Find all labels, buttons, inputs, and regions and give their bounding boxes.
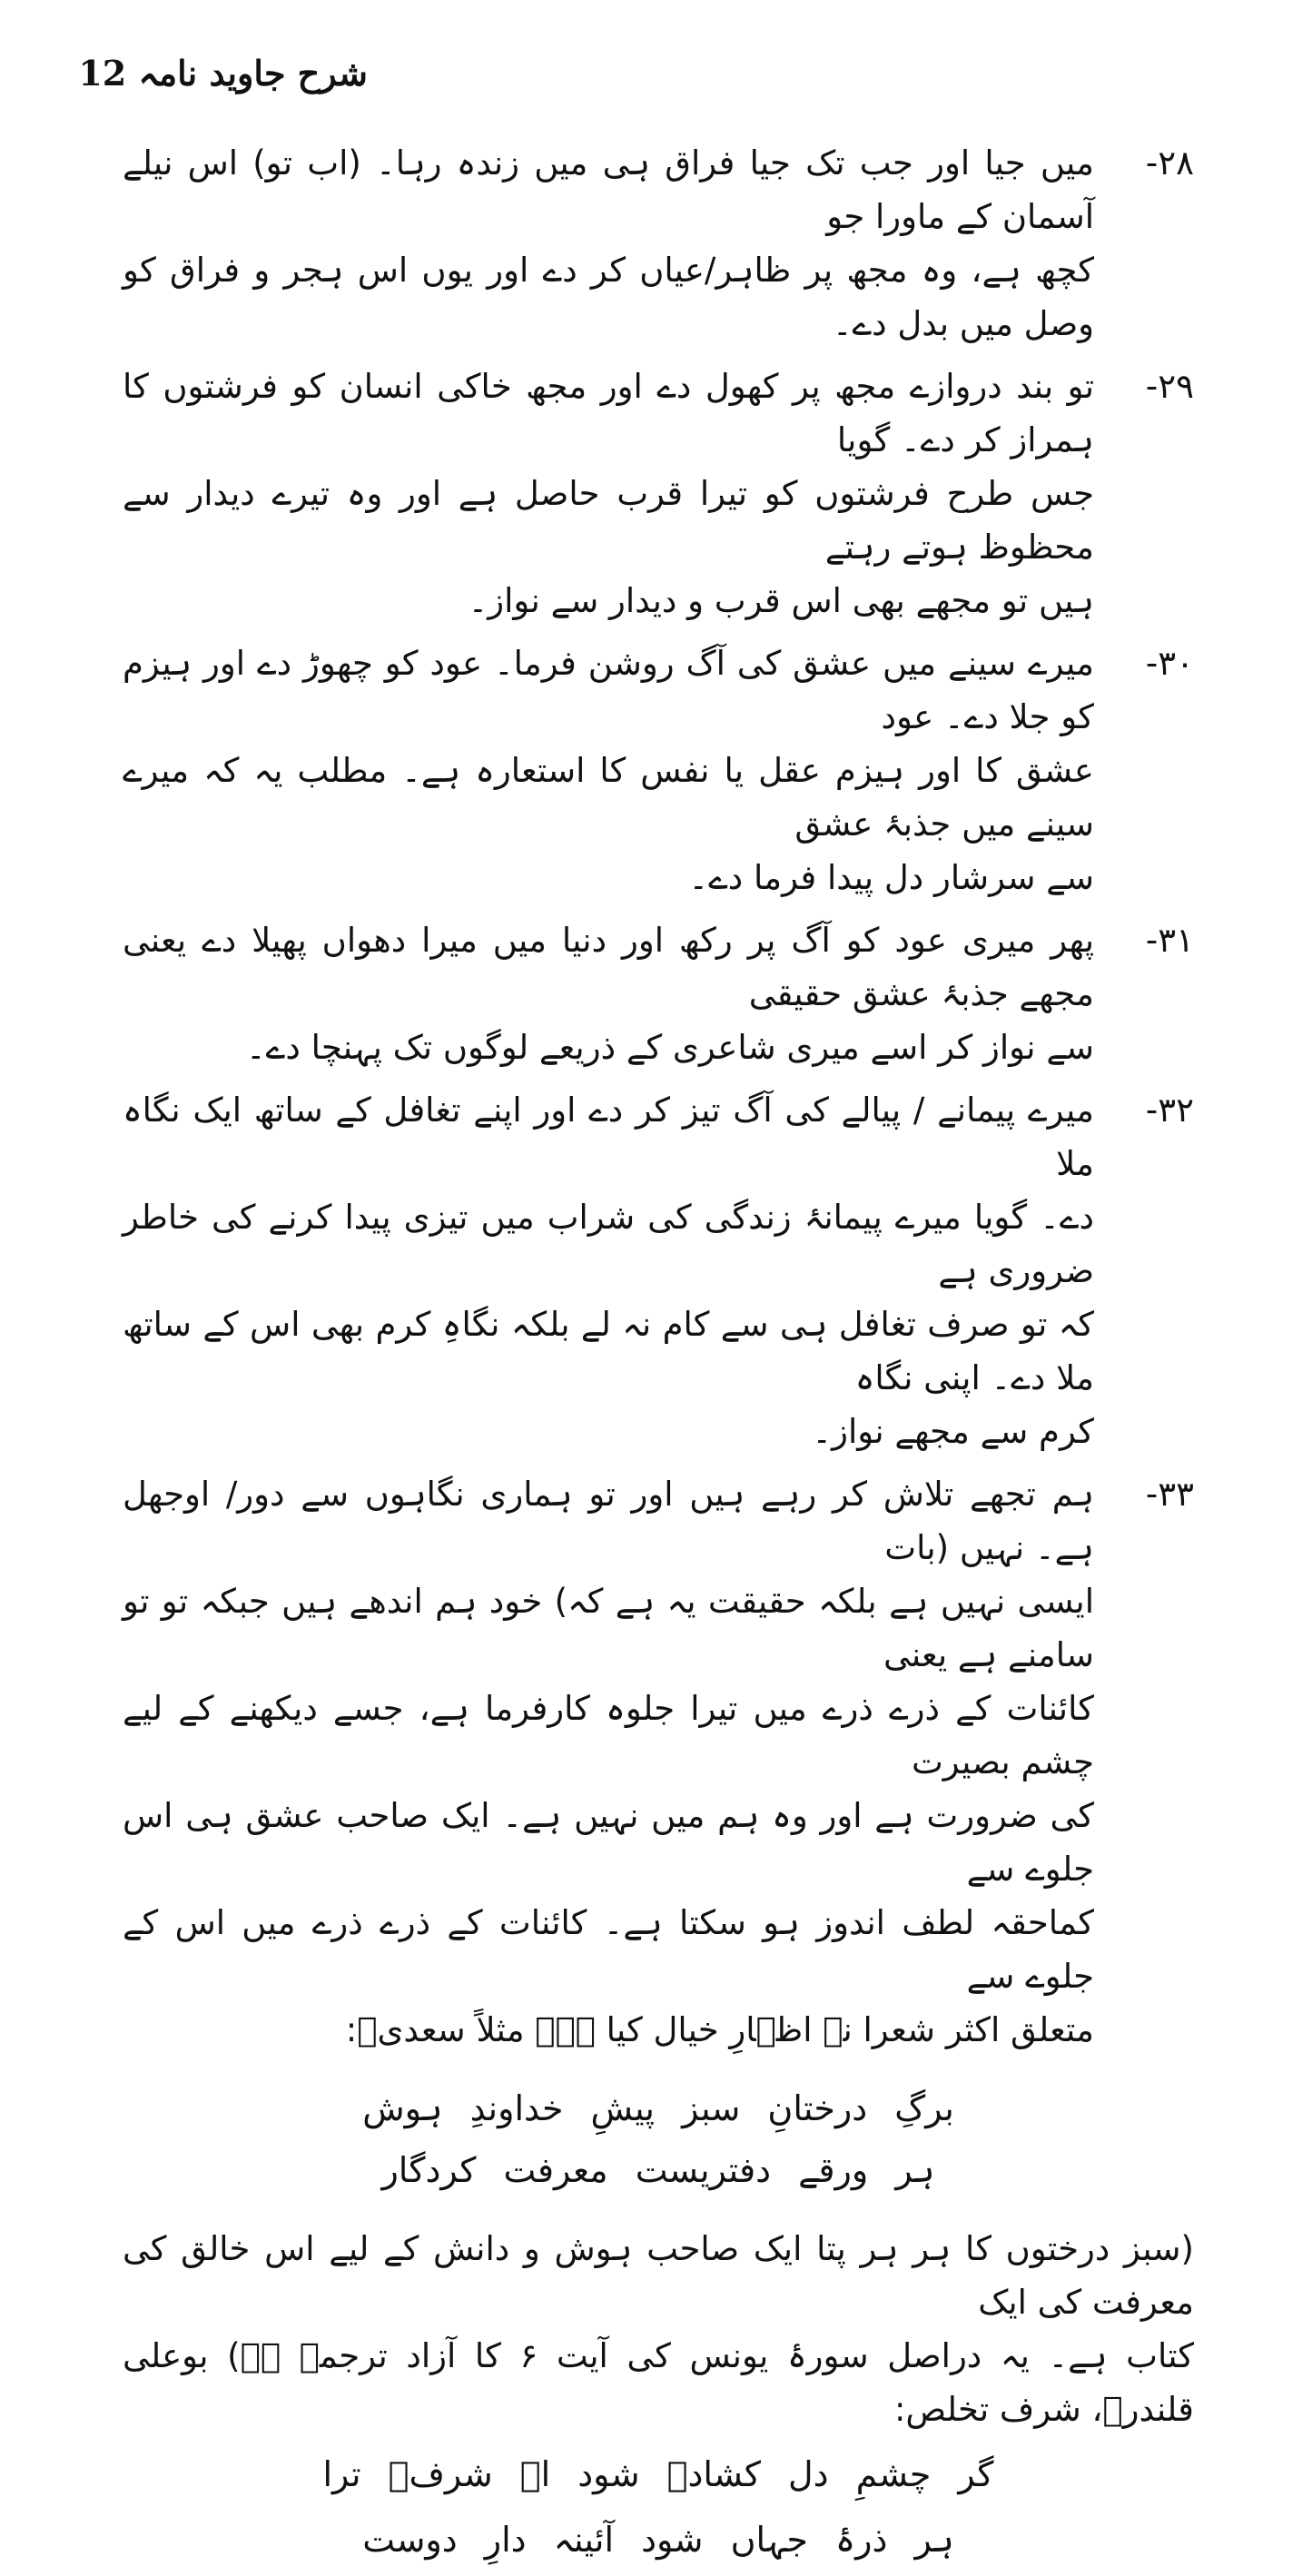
header-title: شرح جاوید نامہ: [138, 53, 368, 94]
entry-line: سے نواز کر اسے میری شاعری کے ذریعے لوگوں تک پہنچا دے۔: [246, 1028, 1094, 1067]
entry-line: متعلق اکثر شعرا نے اظہارِ خیال کیا ہے۔ مثلاً سعدیؒ:: [345, 2010, 1094, 2049]
entry-number: ۲۹-: [1145, 367, 1194, 406]
entry-line: میرے پیمانے / پیالے کی آگ تیز کر دے اور اپنے تغافل کے ساتھ ایک نگاہ ملا: [123, 1091, 1094, 1183]
commentary-entry: [123, 637, 1194, 904]
entry-line: تو بند دروازے مجھ پر کھول دے اور مجھ خاکی انسان کو فرشتوں کا ہمراز کر دے۔ گویا: [123, 367, 1094, 459]
entry-line: کرم سے مجھے نواز۔: [812, 1412, 1094, 1451]
entry-line: کماحقہ لطف اندوز ہو سکتا ہے۔ کائنات کے ذرے ذرے میں اس کے جلوے سے: [123, 1903, 1094, 1996]
verse-translation: [123, 2222, 1194, 2436]
running-header: [78, 53, 368, 116]
entry-line: ہم تجھے تلاش کر رہے ہیں اور تو ہماری نگاہوں سے دور/ اوجھل ہے۔ نہیں (بات: [123, 1475, 1094, 1567]
page-content: [123, 136, 1194, 2576]
entry-line: جس طرح فرشتوں کو تیرا قرب حاصل ہے اور وہ تیرے دیدار سے محظوظ ہوتے رہتے: [123, 474, 1094, 567]
entry-number: ۳۲-: [1145, 1091, 1194, 1130]
verse-line: برگِ درختانِ سبز پیشِ خداوندِ ہوش: [362, 2088, 954, 2128]
persian-verse: [123, 2080, 1194, 2198]
entry-number: ۳۰-: [1145, 644, 1194, 683]
commentary-entry: [123, 360, 1194, 627]
entry-line: ایسی نہیں ہے بلکہ حقیقت یہ ہے کہ) خود ہم اندھے ہیں جبکہ تو تو سامنے ہے یعنی: [123, 1582, 1094, 1674]
commentary-entry: [123, 913, 1194, 1074]
commentary-entry: [123, 1467, 1194, 2057]
entry-line: دے۔ گویا میرے پیمانۂ زندگی کی شراب میں تیزی پیدا کرنے کی خاطر ضروری ہے: [123, 1198, 1094, 1290]
verse-line: گر چشمِ دل کشادہ شود اے شرفؔ ترا: [322, 2454, 994, 2494]
entry-line: سے سرشار دل پیدا فرما دے۔: [688, 858, 1094, 897]
commentary-entry: [123, 136, 1194, 350]
commentary-entry: [123, 1083, 1194, 1458]
verse-line: ہر ورقے دفتریست معرفت کردگار: [381, 2150, 935, 2190]
entry-number: ۳۱-: [1145, 921, 1194, 960]
entry-line: عشق کا اور ہیزم عقل یا نفس کا استعارہ ہے۔ مطلب یہ کہ میرے سینے میں جذبۂ عشق: [123, 751, 1094, 844]
entry-line: پھر میری عود کو آگ پر رکھ اور دنیا میں میرا دھواں پھیلا دے یعنی مجھے جذبۂ عشق حقیقی: [123, 921, 1094, 1013]
entry-line: ہیں تو مجھے بھی اس قرب و دیدار سے نواز۔: [468, 581, 1094, 620]
entry-number: ۳۳-: [1145, 1475, 1194, 1514]
prose-line: کتاب ہے۔ یہ دراصل سورۂ یونس کی آیت ۶ کا آزاد ترجمہ ہے) بوعلی قلندرؒ، شرف تخلص:: [123, 2336, 1194, 2429]
page-number: 12: [78, 53, 127, 94]
verse-line: ہر ذرۂ جہاں شود آئینہ دارِ دوست: [362, 2520, 954, 2560]
entry-line: کائنات کے ذرے ذرے میں تیرا جلوہ کارفرما ہے، جسے دیکھنے کے لیے چشم بصیرت: [123, 1689, 1094, 1781]
entry-line: میرے سینے میں عشق کی آگ روشن فرما۔ عود کو چھوڑ دے اور ہیزم کو جلا دے۔ عود: [123, 644, 1094, 736]
entry-number: ۲۸-: [1145, 143, 1194, 183]
entry-line: کی ضرورت ہے اور وہ ہم میں نہیں ہے۔ ایک صاحب عشق ہی اس جلوے سے: [123, 1796, 1094, 1889]
entry-line: کہ تو صرف تغافل ہی سے کام نہ لے بلکہ نگاہِ کرم بھی اس کے ساتھ ملا دے۔ اپنی نگاہ: [123, 1305, 1094, 1397]
entry-line: میں جیا اور جب تک جیا فراق ہی میں زندہ رہا۔ (اب تو) اس نیلے آسمان کے ماورا جو: [123, 143, 1094, 236]
entry-line: کچھ ہے، وہ مجھ پر ظاہر/عیاں کر دے اور یوں اس ہجر و فراق کو وصل میں بدل دے۔: [123, 251, 1094, 343]
persian-verse-2: [123, 2445, 1194, 2569]
prose-line: (سبز درختوں کا ہر ہر پتا ایک صاحب ہوش و دانش کے لیے اس خالق کی معرفت کی ایک: [123, 2229, 1194, 2322]
